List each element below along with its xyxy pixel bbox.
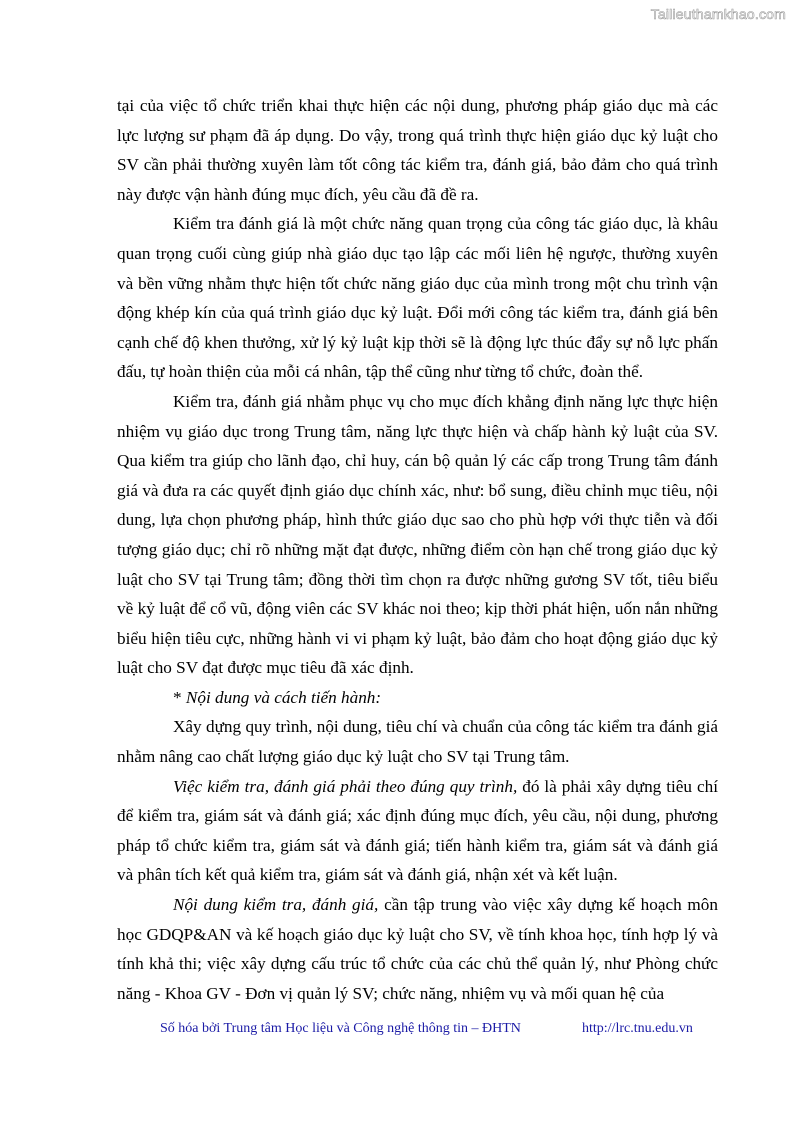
paragraph-text: cần tập trung vào việc xây dựng kế hoạch môn học GDQP&AN và kế hoạch giáo dục kỷ luật cho SV, về tính khoa học, tính hợp lý và tính khả thi; việc xây dựng cấu trúc tổ chức của các chủ thể quản lý, như Phòng chức năng - Khoa GV - Đơn vị quản lý SV; chức năng, nhiệm vụ và mối quan hệ của [117, 895, 718, 1003]
footer-credit: Số hóa bởi Trung tâm Học liệu và Công nghệ thông tin – ĐHTN [160, 1021, 521, 1036]
paragraph-text: Kiểm tra đánh giá là một chức năng quan trọng của công tác giáo dục, là khâu quan trọng cuối cùng giúp nhà giáo dục tạo lập các mối liên hệ ngược, thường xuyên và bền vững nhằm thực hiện tốt chức năng giáo dục của mình trong một chu trình vận động khép kín của quá trình giáo dục kỷ luật. Đổi mới công tác kiểm tra, đánh giá bên cạnh chế độ khen thưởng, xử lý kỷ luật kịp thời sẽ là động lực thúc đẩy sự nỗ lực phấn đấu, tự hoàn thiện của mỗi cá nhân, tập thể cũng như từng tổ chức, đoàn thể. [117, 214, 718, 382]
paragraph-assessment-purpose [117, 387, 718, 683]
watermark-text: Tailieuthamkhao.com [650, 6, 786, 22]
paragraph-text: đó là phải xây dựng tiêu chí để kiểm tra, giám sát và đánh giá; xác định đúng mục đích, yêu cầu, nội dung, phương pháp tổ chức kiểm tra, giám sát và đánh giá; tiến hành kiểm tra, giám sát và đánh giá và phân tích kết quả kiểm tra, giám sát và đánh giá, nhận xét và kết luận. [117, 776, 718, 885]
heading-bullet: * [173, 687, 186, 707]
paragraph-assessment-content [117, 890, 718, 1008]
paragraph-assessment-role [117, 209, 718, 387]
paragraph-lead: Nội dung kiểm tra, đánh giá, [173, 895, 379, 915]
section-heading [117, 683, 718, 713]
paragraph-continuation [117, 91, 718, 209]
paragraph-build-process [117, 712, 718, 771]
paragraph-text: tại của việc tổ chức triển khai thực hiện các nội dung, phương pháp giáo dục mà các lực lượng sư phạm đã áp dụng. Do vậy, trong quá trình thực hiện giáo dục kỷ luật cho SV cần phải thường xuyên làm tốt công tác kiểm tra, đánh giá, bảo đảm cho quá trình này được vận hành đúng mục đích, yêu cầu đã đề ra. [117, 96, 718, 204]
paragraph-lead: Việc kiểm tra, đánh giá phải theo đúng quy trình, [173, 776, 518, 796]
page-body [117, 91, 718, 1008]
paragraph-text: Xây dựng quy trình, nội dung, tiêu chí và chuẩn của công tác kiểm tra đánh giá nhằm nâng cao chất lượng giáo dục kỷ luật cho SV tại Trung tâm. [117, 717, 718, 767]
footer-url: http://lrc.tnu.edu.vn [582, 1021, 693, 1036]
paragraph-text: Kiểm tra, đánh giá nhằm phục vụ cho mục đích khẳng định năng lực thực hiện nhiệm vụ giáo dục trong Trung tâm, năng lực thực hiện và chấp hành kỷ luật của SV. Qua kiểm tra giúp cho lãnh đạo, chỉ huy, cán bộ quản lý các cấp trong Trung tâm đánh giá và đưa ra các quyết định giáo dục chính xác, như: bổ sung, điều chỉnh mục tiêu, nội dung, lựa chọn phương pháp, hình thức giáo dục sao cho phù hợp với thực tiễn và đối tượng giáo dục; chỉ rõ những mặt đạt được, những điểm còn hạn chế trong giáo dục kỷ luật cho SV tại Trung tâm; đồng thời tìm chọn ra được những gương SV tốt, tiêu biểu về kỷ luật để cổ vũ, động viên các SV khác noi theo; kịp thời phát hiện, uốn nắn những biểu hiện tiêu cực, những hành vi vi phạm kỷ luật, bảo đảm cho hoạt động giáo dục kỷ luật cho SV đạt được mục tiêu đã xác định. [117, 391, 718, 678]
paragraph-process-rule [117, 772, 718, 890]
heading-text: Nội dung và cách tiến hành: [185, 687, 382, 707]
